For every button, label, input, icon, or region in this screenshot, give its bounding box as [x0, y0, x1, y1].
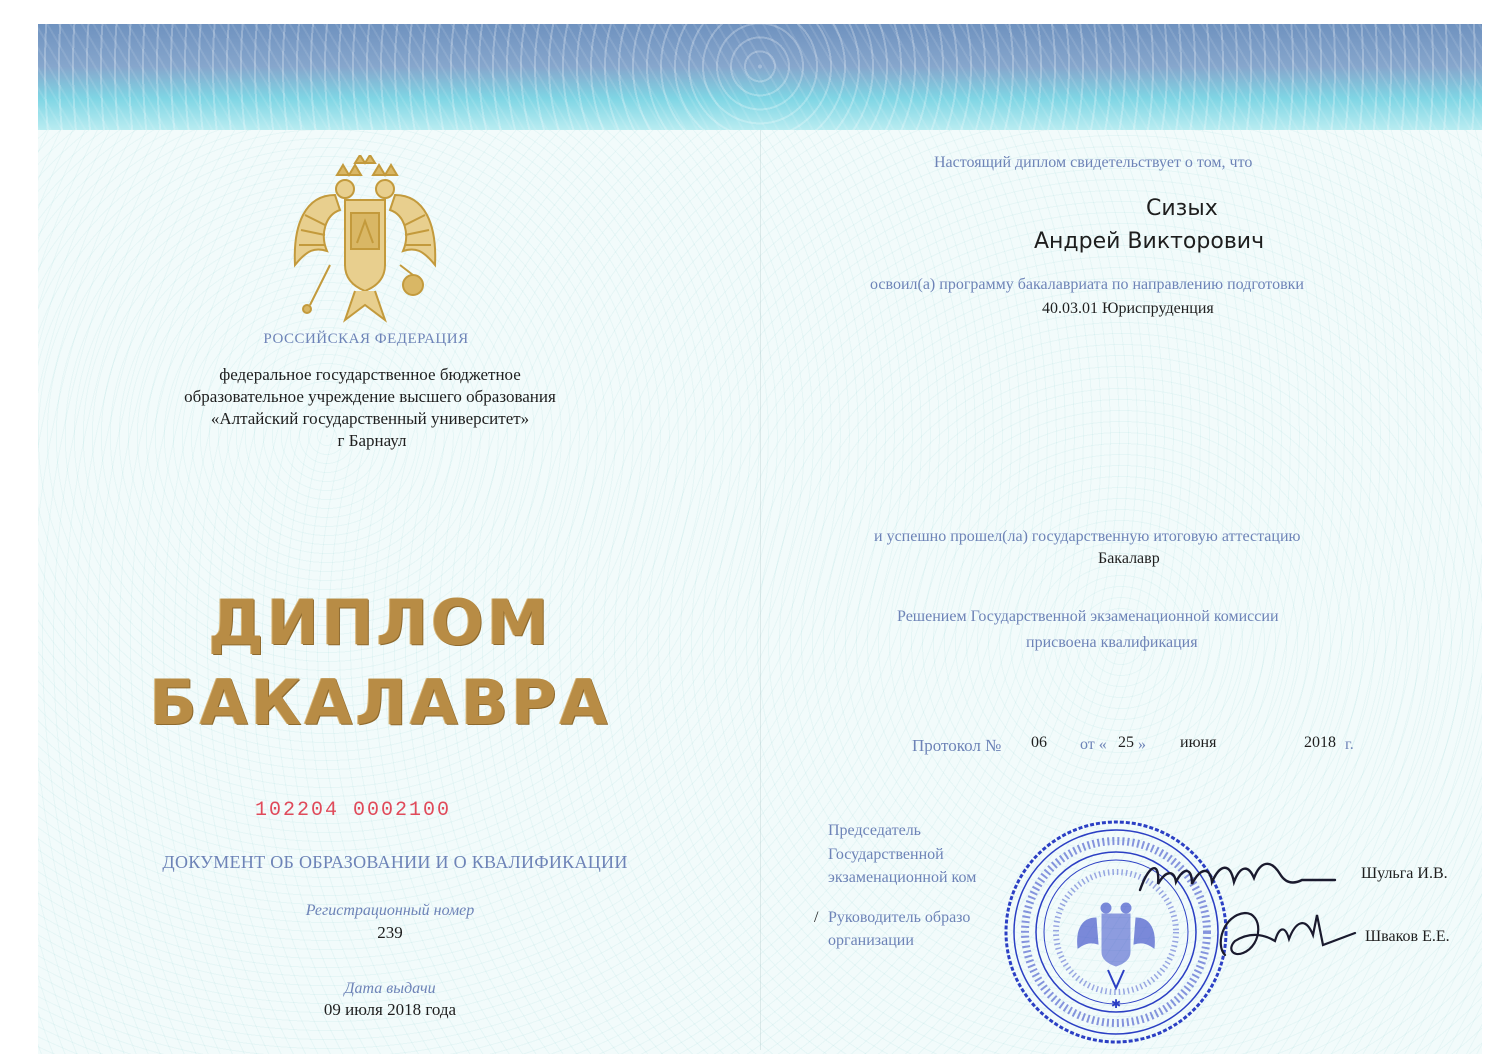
protocol-label: Протокол № — [912, 736, 1002, 755]
protocol-quote-close: » — [1138, 736, 1146, 753]
decision-line-2: присвоена квалификация — [1026, 634, 1198, 651]
head-title-line-1: Руководитель образо — [828, 909, 971, 926]
chair-name: Шульга И.В. — [1361, 865, 1448, 882]
protocol-number: 06 — [1031, 734, 1047, 751]
graduate-given-names: Андрей Викторович — [1034, 229, 1265, 254]
chair-title-line-2: Государственной — [828, 846, 944, 863]
registration-label: Регистрационный номер — [305, 902, 475, 919]
chair-title-line-1: Председатель — [828, 822, 921, 839]
document-type: ДОКУМЕНТ ОБ ОБРАЗОВАНИИ И О КВАЛИФИКАЦИИ — [162, 852, 628, 872]
attestation-text: и успешно прошел(ла) государственную итоговую аттестацию — [874, 528, 1301, 545]
city: г Барнаул — [337, 431, 407, 450]
graduate-surname: Сизых — [1146, 196, 1218, 221]
org-line-3: «Алтайский государственный университет» — [210, 409, 530, 428]
protocol-day: 25 — [1118, 734, 1134, 751]
country-name: РОССИЙСКАЯ ФЕДЕРАЦИЯ — [263, 331, 469, 347]
issue-date-label: Дата выдачи — [344, 980, 436, 997]
chair-title-line-3: экзаменационной ком — [828, 869, 977, 886]
head-name: Шваков Е.Е. — [1365, 928, 1450, 945]
issue-date-value: 09 июля 2018 года — [323, 1000, 457, 1019]
protocol-year-suffix: г. — [1345, 736, 1354, 753]
protocol-from: от « — [1080, 736, 1107, 753]
decision-line-1: Решением Государственной экзаменационной комиссии — [897, 608, 1279, 625]
degree-value: Бакалавр — [1098, 550, 1160, 567]
svg-text:✱: ✱ — [1110, 997, 1122, 1011]
program-value: 40.03.01 Юриспруденция — [1042, 300, 1214, 317]
serial-number: 102204 0002100 — [255, 799, 452, 822]
head-slash: / — [814, 909, 819, 926]
diploma-title-line-1: ДИПЛОМ — [208, 586, 552, 659]
diploma-title-line-2: БАКАЛАВРА — [149, 666, 611, 739]
protocol-year: 2018 — [1304, 734, 1336, 751]
decorative-header-band — [38, 24, 1482, 130]
coat-of-arms-emblem — [285, 155, 445, 330]
head-signature — [1205, 905, 1365, 965]
registration-number: 239 — [377, 923, 403, 942]
certify-text: Настоящий диплом свидетельствует о том, что — [934, 154, 1253, 171]
chair-signature — [1130, 852, 1340, 902]
org-line-2: образовательное учреждение высшего образования — [184, 387, 556, 406]
program-text: освоил(а) программу бакалавриата по направлению подготовки — [870, 276, 1304, 293]
org-line-1: федеральное государственное бюджетное — [219, 365, 521, 384]
protocol-month: июня — [1180, 734, 1217, 751]
head-title-line-2: организации — [828, 932, 914, 949]
